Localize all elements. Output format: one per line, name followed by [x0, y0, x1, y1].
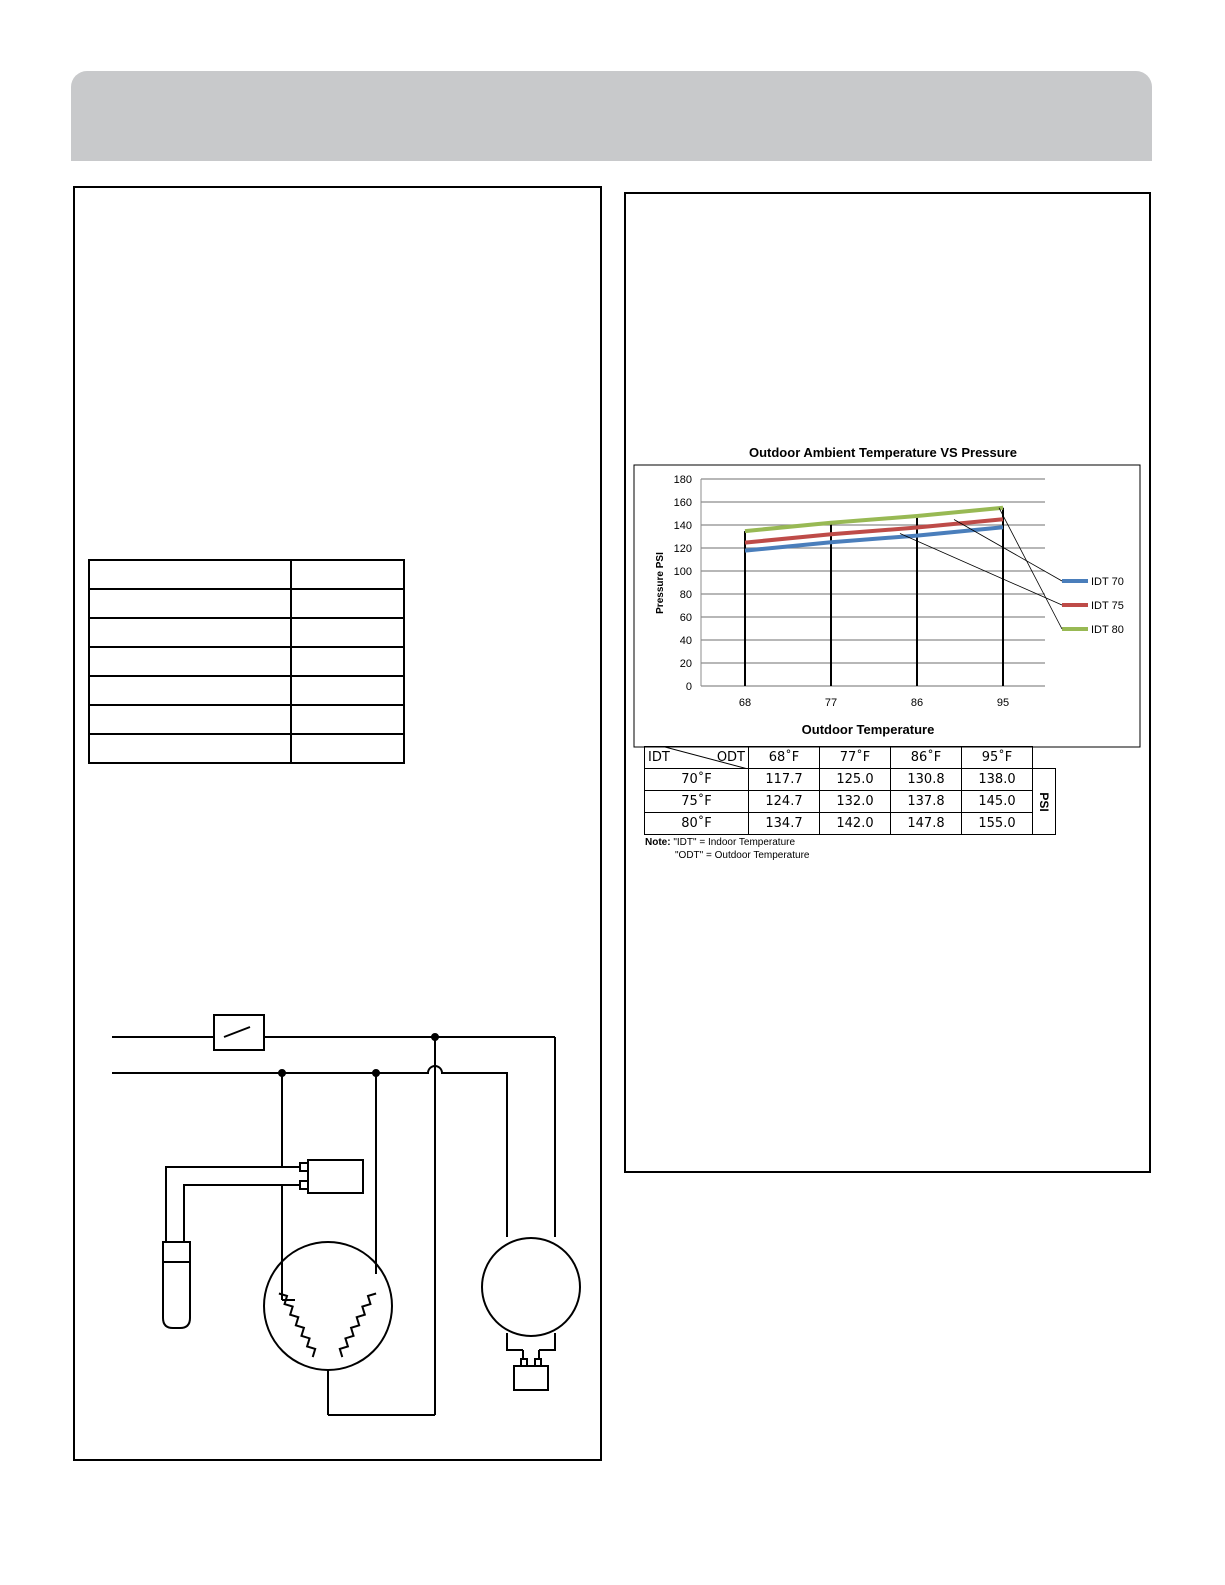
table-cell: 137.8	[891, 791, 962, 813]
legend-label: IDT 75	[1091, 600, 1124, 612]
legend-leader-line	[954, 520, 1062, 581]
table-cell: 147.8	[891, 813, 962, 835]
table-cell: 117.7	[749, 769, 820, 791]
corner-cell	[645, 747, 749, 769]
x-tick-label: 86	[910, 697, 924, 709]
column-header: 77˚F	[820, 747, 891, 769]
pressure-data-table	[644, 746, 1056, 835]
table-cell: 155.0	[962, 813, 1033, 835]
y-axis-label: Pressure PSI	[655, 552, 666, 614]
table-row	[645, 813, 1056, 835]
table-note	[645, 836, 809, 860]
table-cell: 132.0	[820, 791, 891, 813]
y-tick-label: 60	[679, 612, 692, 624]
y-tick-label: 80	[679, 589, 692, 601]
y-tick-label: 160	[673, 497, 692, 509]
note-line-idt: "IDT" = Indoor Temperature	[673, 837, 796, 848]
row-header: 80˚F	[645, 813, 749, 835]
table-cell: 125.0	[820, 769, 891, 791]
x-tick-label: 68	[738, 697, 752, 709]
row-header: 75˚F	[645, 791, 749, 813]
y-tick-label: 180	[673, 474, 692, 486]
legend-label: IDT 70	[1091, 576, 1124, 588]
y-tick-label: 100	[673, 566, 692, 578]
y-tick-label: 140	[673, 520, 692, 532]
column-header: 86˚F	[891, 747, 962, 769]
y-tick-label: 40	[679, 635, 692, 647]
table-cell: 130.8	[891, 769, 962, 791]
table-cell: 145.0	[962, 791, 1033, 813]
y-tick-label: 20	[679, 658, 692, 670]
table-cell: 124.7	[749, 791, 820, 813]
x-axis-label: Outdoor Temperature	[801, 722, 935, 737]
corner-label-odt: ODT	[716, 750, 745, 765]
column-header: 68˚F	[749, 747, 820, 769]
legend-label: IDT 80	[1091, 624, 1124, 636]
unit-label: PSI	[1037, 791, 1051, 812]
column-header: 95˚F	[962, 747, 1033, 769]
y-tick-label: 0	[685, 681, 692, 693]
x-tick-label: 77	[824, 697, 838, 709]
table-cell: 134.7	[749, 813, 820, 835]
table-header-row	[645, 747, 1056, 769]
unit-cell	[1033, 769, 1056, 835]
table-cell: 138.0	[962, 769, 1033, 791]
table-row	[645, 791, 1056, 813]
table-cell: 142.0	[820, 813, 891, 835]
y-tick-label: 120	[673, 543, 692, 555]
chart-title: Outdoor Ambient Temperature VS Pressure	[748, 445, 1018, 460]
note-label: Note:	[645, 837, 671, 848]
corner-label-idt: IDT	[648, 750, 670, 765]
series-line	[745, 508, 1003, 531]
table-row	[645, 769, 1056, 791]
row-header: 70˚F	[645, 769, 749, 791]
note-line-odt: "ODT" = Outdoor Temperature	[675, 850, 810, 860]
legend-leader-line	[999, 508, 1062, 629]
x-tick-label: 95	[996, 697, 1010, 709]
